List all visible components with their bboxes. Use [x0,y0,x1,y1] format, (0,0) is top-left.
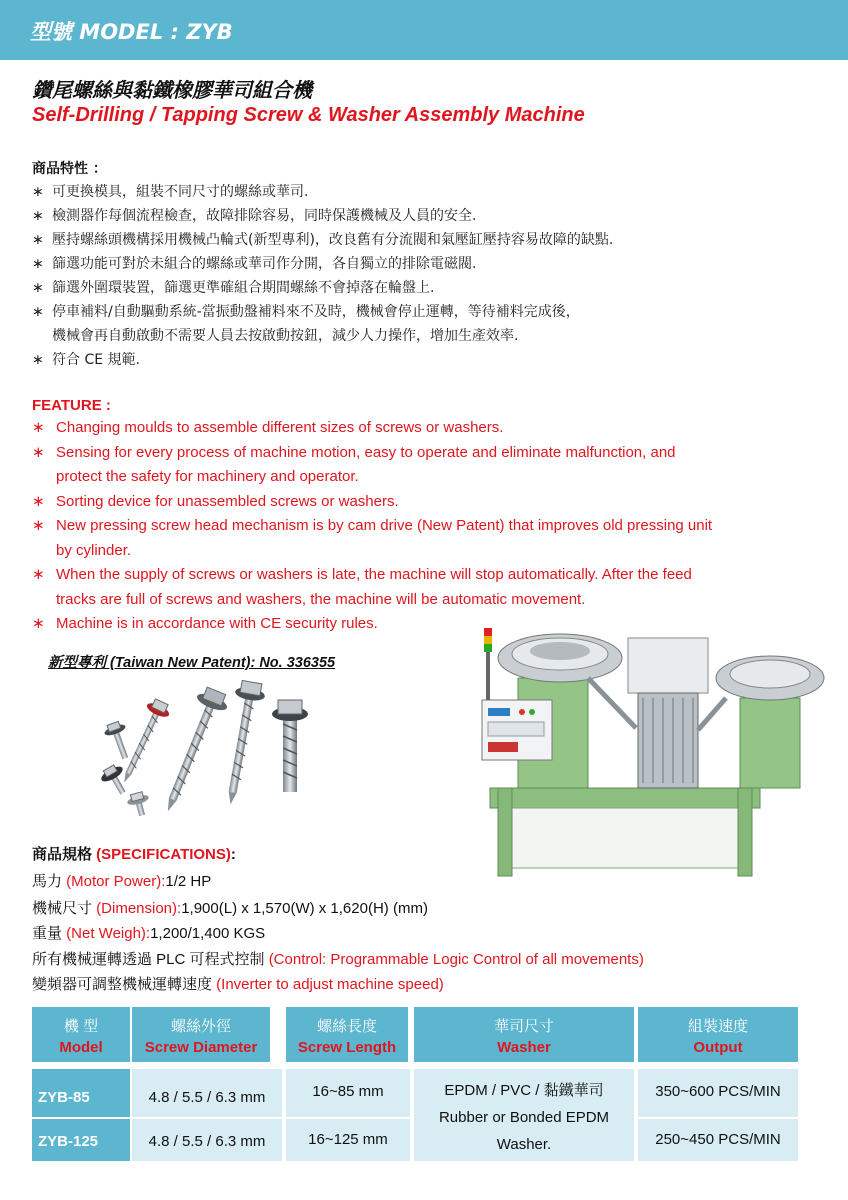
table-cell-diameter: 4.8 / 5.5 / 6.3 mm [132,1069,282,1117]
list-item: ∗ Changing moulds to assemble different sizes of screws or washers. [32,416,817,441]
spec-weight: 重量 (Net Weigh):1,200/1,400 KGS [32,925,266,942]
list-item: ∗ Sorting device for unassembled screws or washers. [32,490,817,515]
list-item: ∗ When the supply of screws or washers is late, the machine will stop automatically. After the feed [32,563,817,588]
spec-plc: 所有機械運轉透過 PLC 可程式控制 (Control: Programmable Logic Control of all movements) [32,951,644,968]
list-item: ∗ 停車補料/自動驅動系統-當振動盤補料來不及時，機械會停止運轉，等待補料完成後， [32,300,812,324]
table-cell-diameter: 4.8 / 5.5 / 6.3 mm [132,1119,282,1161]
list-item-continuation: by cylinder. [56,541,132,559]
assembly-machine-image [478,618,826,878]
features-en-heading: FEATURE : [32,397,111,414]
list-item: ∗ 壓持螺絲頭機構採用機械凸輪式(新型專利)，改良舊有分流閥和氣壓缸壓持容易故障的缺點. [32,228,812,252]
bullet-star-icon: ∗ [32,256,44,272]
bullet-star-icon: ∗ [32,304,44,320]
list-item-continuation: protect the safety for machinery and operator. [56,468,359,485]
list-item: ∗ 篩選外圍環裝置，篩選更準確組合期間螺絲不會掉落在輪盤上. [32,276,812,300]
bullet-star-icon: ∗ [32,615,45,632]
table-header-model: 機 型 Model [32,1007,130,1062]
patent-note: 新型專利 (Taiwan New Patent): No. 336355 [48,655,336,671]
bullet-star-icon: ∗ [32,280,44,296]
table-cell-model: ZYB-125 [32,1119,130,1161]
model-title: 型號 MODEL : ZYB [30,20,233,44]
list-item: ∗ 篩選功能可對於未組合的螺絲或華司作分開，各自獨立的排除電磁閥. [32,252,812,276]
table-cell-output: 350~600 PCS/MIN [638,1069,798,1117]
spec-dimension: 機械尺寸 (Dimension):1,900(L) x 1,570(W) x 1,620(H) (mm) [32,900,428,917]
table-header-diameter: 螺絲外徑 Screw Diameter [132,1007,270,1062]
list-item: ∗ 符合 CE 規範. [32,348,812,372]
bullet-star-icon: ∗ [32,443,45,461]
table-cell-model: ZYB-85 [32,1069,130,1117]
table-cell-length: 16~125 mm [286,1119,410,1161]
bullet-star-icon: ∗ [32,517,45,534]
table-header-length: 螺絲長度 Screw Length [286,1007,408,1062]
title-chinese: 鑽尾螺絲與黏鐵橡膠華司組合機 [32,78,312,102]
table-cell-length: 16~85 mm [286,1069,410,1117]
bullet-star-icon: ∗ [32,352,44,368]
table-header-output: 組裝速度 Output [638,1007,798,1062]
bullet-star-icon: ∗ [32,492,45,510]
title-english: Self-Drilling / Tapping Screw & Washer Assembly Machine [32,104,585,126]
list-item: ∗ 可更換模具，組裝不同尺寸的螺絲或華司. [32,180,812,204]
list-item: ∗ Machine is in accordance with CE security rules. [32,612,817,637]
features-cn-heading: 商品特性 ： [32,161,107,177]
table-header-washer: 華司尺寸 Washer [414,1007,634,1062]
list-item: ∗ New pressing screw head mechanism is by cam drive (New Patent) that improves old pressing unit [32,514,817,539]
bullet-star-icon: ∗ [32,208,44,224]
bullet-star-icon: ∗ [32,232,44,248]
list-item: ∗ Sensing for every process of machine motion, easy to operate and eliminate malfunction, and [32,441,817,466]
spec-inverter: 變頻器可調整機械運轉速度 (Inverter to adjust machine speed) [32,976,444,993]
specs-heading: 商品規格 (SPECIFICATIONS): [32,846,236,863]
header-bar [0,0,848,60]
list-item-continuation: 機械會再自動啟動不需要人員去按啟動按鈕，減少人力操作，增加生產效率. [52,328,519,344]
screws-washers-image [90,672,330,822]
table-cell-output: 250~450 PCS/MIN [638,1119,798,1161]
spec-motor: 馬力 (Motor Power):1/2 HP [32,873,212,890]
bullet-star-icon: ∗ [32,566,45,583]
bullet-star-icon: ∗ [32,419,45,436]
list-item-continuation: tracks are full of screws and washers, the machine will be automatic movement. [56,590,586,608]
features-en-list [32,416,817,637]
table-cell-washer: EPDM / PVC / 黏鐵華司 Rubber or Bonded EPDM Washer. [414,1069,634,1161]
features-cn-list [32,180,812,372]
list-item: ∗ 檢測器作每個流程檢查，故障排除容易，同時保護機械及人員的安全. [32,204,812,228]
bullet-star-icon: ∗ [32,184,44,200]
